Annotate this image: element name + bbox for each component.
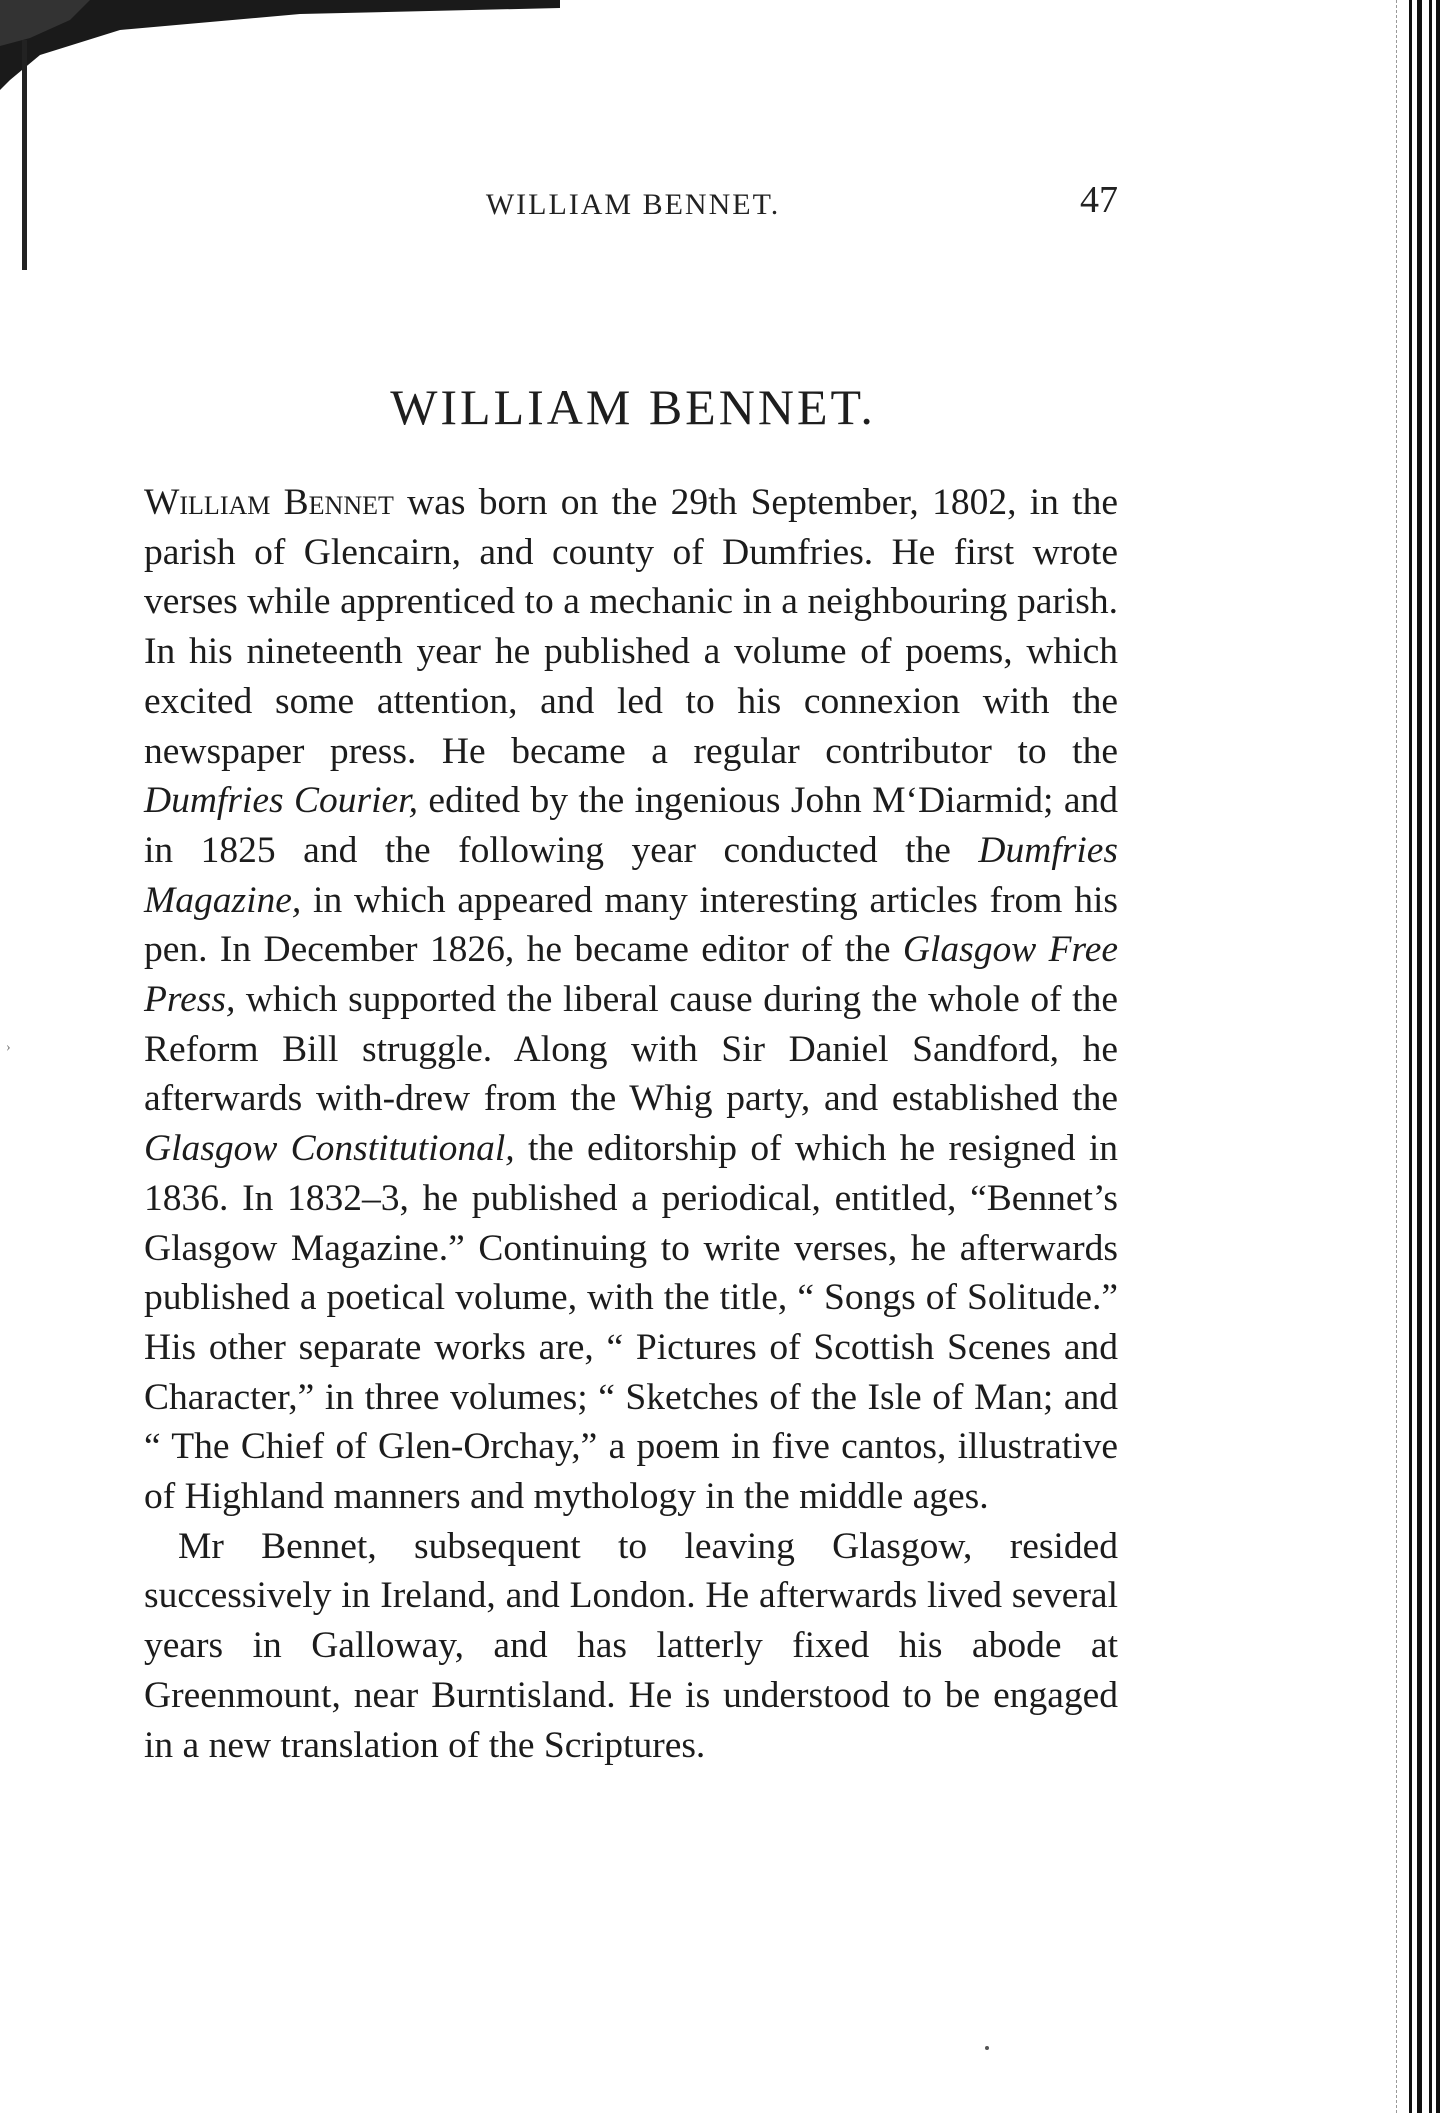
page-header xyxy=(148,178,1118,228)
paragraph-2: Mr Bennet, subsequent to leaving Glasgow, resided successively in Ireland, and London. He afterwards lived several years in Galloway, and has latterly fixed his abode at Greenmount, near Burntisland. He is understood to be engaged in a new translation of the Scriptures. xyxy=(144,1525,1118,1766)
paragraph-1 xyxy=(144,478,1118,1522)
chapter-title: WILLIAM BENNET. xyxy=(390,379,876,435)
first-name: William xyxy=(144,482,271,523)
scan-gutter xyxy=(1390,0,1442,2113)
italic-dumfries-magazine: Dumfries Magazine, xyxy=(144,829,1118,921)
paragraph-1-text-5: the editorship of which he resigned in 1836. In 1832–3, he published a periodical, entitled, “Bennet’s Glasgow Magazine.” Continuing to write verses, he afterwards published a poetical volume, with the title, “ Songs of Solitude.” His other separate works are, “ Pictures of Scottish Scenes and Character,” in three volumes; “ Sketches of the Isle of Man; and “ The Chief of Glen-Orchay,” a poem in five cantos, illustrative of Highland manners and mythology in the middle ages. xyxy=(144,1128,1118,1518)
paragraph-1-text-2: edited by the ingenious John M‘Diarmid; and in 1825 and the following year conducted the xyxy=(144,780,1118,871)
scan-speck xyxy=(985,2046,989,2050)
scan-corner-smudge xyxy=(0,0,560,90)
paragraph-1-text-3: in which appeared many interesting articles from his pen. In December 1826, he became editor of the xyxy=(144,879,1118,971)
page-number: 47 xyxy=(1080,179,1118,221)
running-head: WILLIAM BENNET. xyxy=(485,188,781,221)
paragraph-1-text: was born on the 29th September, 1802, in the parish of Glencairn, and county of Dumfries. He first wrote verses while apprenticed to a mechanic in a neighbouring parish. In his nineteenth year he published a volume of poems, which excited some attention, and led to his connexion with the newspaper press. He became a regular contributor to the xyxy=(144,482,1118,772)
scan-left-edge xyxy=(22,40,27,270)
paragraph-1-text-4: which supported the liberal cause during the whole of the Reform Bill struggle. Along with Sir Daniel Sandford, he afterwards with-drew from the Whig party, and established the xyxy=(144,979,1118,1120)
surname: Bennet xyxy=(283,482,394,523)
italic-glasgow-free-press: Glasgow Free Press, xyxy=(144,929,1118,1021)
italic-glasgow-constitutional: Glasgow Constitutional, xyxy=(144,1128,515,1170)
body-text xyxy=(144,478,1118,1770)
italic-dumfries-courier: Dumfries Courier, xyxy=(144,780,418,822)
scan-left-tick: › xyxy=(6,1040,11,1055)
